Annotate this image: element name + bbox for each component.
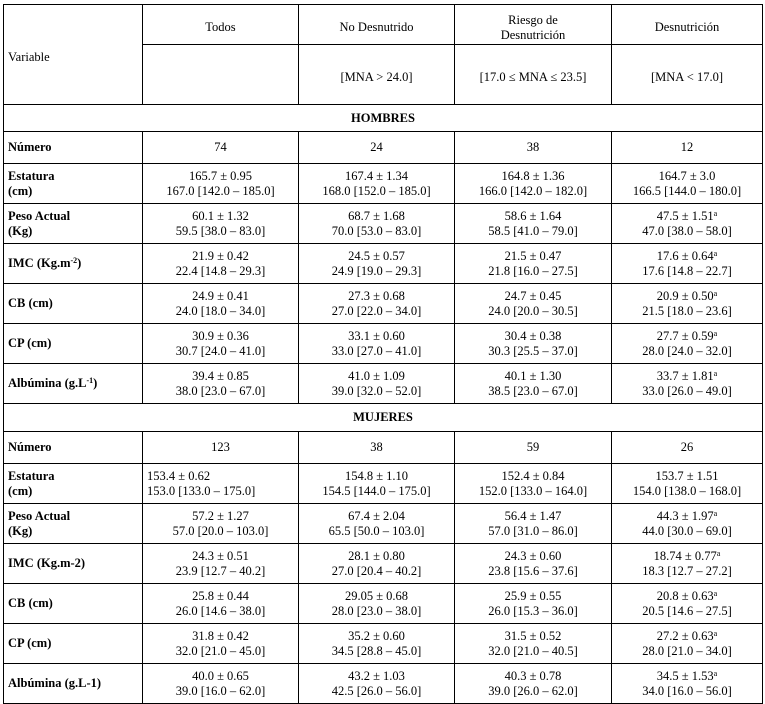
header-no-desnutrido: No Desnutrido [299,5,455,45]
cell-cp-cm-2: 31.5 ± 0.52 32.0 [21.0 – 40.5] [455,624,612,664]
row-label-peso-actual-kg: Peso Actual (Kg) [4,204,143,244]
cell-numero-0: 74 [143,132,299,164]
table-row [4,204,763,244]
cell-estatura-cm-0: 165.7 ± 0.95 167.0 [142.0 – 185.0] [143,164,299,204]
cell-cb-cm-0: 25.8 ± 0.44 26.0 [14.6 – 38.0] [143,584,299,624]
section-title-mujeres: MUJERES [4,404,763,432]
range-no-desnutrido: [MNA > 24.0] [299,45,455,105]
table-row [4,324,763,364]
cell-albumina-g-l-1-2: 40.3 ± 0.78 39.0 [26.0 – 62.0] [455,664,612,704]
cell-albumina-g-l-1-3: 34.5 ± 1.53$^a$ 34.0 [16.0 – 56.0] [612,664,763,704]
range-riesgo: [17.0 ≤ MNA ≤ 23.5] [455,45,612,105]
table-row [4,464,763,504]
table-row [4,132,763,164]
table-row [4,284,763,324]
cell-numero-0: 123 [143,432,299,464]
row-label-numero: Número [4,432,143,464]
cell-cp-cm-1: 35.2 ± 0.60 34.5 [28.8 – 45.0] [299,624,455,664]
cell-estatura-cm-3: 164.7 ± 3.0 166.5 [144.0 – 180.0] [612,164,763,204]
row-label-imc-kg-m-2: IMC (Kg.m-2) [4,544,143,584]
cell-cb-cm-0: 24.9 ± 0.41 24.0 [18.0 – 34.0] [143,284,299,324]
header-riesgo: Riesgo de Desnutrición [455,5,612,45]
cell-cb-cm-1: 27.3 ± 0.68 27.0 [22.0 – 34.0] [299,284,455,324]
row-label-cb-cm: CB (cm) [4,584,143,624]
cell-albumina-g-l-1-3: 33.7 ± 1.81$^a$ 33.0 [26.0 – 49.0] [612,364,763,404]
row-label-albumina-g-l-1: Albúmina (g.L-1) [4,664,143,704]
cell-peso-actual-kg-2: 58.6 ± 1.64 58.5 [41.0 – 79.0] [455,204,612,244]
cell-cb-cm-3: 20.8 ± 0.63$^a$ 20.5 [14.6 – 27.5] [612,584,763,624]
cell-cp-cm-0: 31.8 ± 0.42 32.0 [21.0 – 45.0] [143,624,299,664]
cell-numero-3: 12 [612,132,763,164]
cell-cp-cm-3: 27.2 ± 0.63$^a$ 28.0 [21.0 – 34.0] [612,624,763,664]
cell-peso-actual-kg-1: 67.4 ± 2.04 65.5 [50.0 – 103.0] [299,504,455,544]
cell-numero-2: 59 [455,432,612,464]
cell-cb-cm-3: 20.9 ± 0.50$^a$ 21.5 [18.0 – 23.6] [612,284,763,324]
nutrition-table [3,4,763,704]
cell-peso-actual-kg-3: 44.3 ± 1.97$^a$ 44.0 [30.0 – 69.0] [612,504,763,544]
cell-imc-kg-m-2-0: 24.3 ± 0.51 23.9 [12.7 – 40.2] [143,544,299,584]
cell-estatura-cm-2: 164.8 ± 1.36 166.0 [142.0 – 182.0] [455,164,612,204]
cell-imc-kg-m-2-2: 21.5 ± 0.47 21.8 [16.0 – 27.5] [455,244,612,284]
cell-albumina-g-l-1-2: 40.1 ± 1.30 38.5 [23.0 – 67.0] [455,364,612,404]
cell-estatura-cm-1: 167.4 ± 1.34 168.0 [152.0 – 185.0] [299,164,455,204]
header-desnutricion: Desnutrición [612,5,763,45]
row-label-albumina-g-l-1: Albúmina $(g.L^{-1})$ [4,364,143,404]
cell-cb-cm-2: 25.9 ± 0.55 26.0 [15.3 – 36.0] [455,584,612,624]
row-label-estatura-cm: Estatura (cm) [4,464,143,504]
cell-imc-kg-m-2-2: 24.3 ± 0.60 23.8 [15.6 – 37.6] [455,544,612,584]
cell-numero-1: 24 [299,132,455,164]
cell-peso-actual-kg-1: 68.7 ± 1.68 70.0 [53.0 – 83.0] [299,204,455,244]
cell-peso-actual-kg-0: 60.1 ± 1.32 59.5 [38.0 – 83.0] [143,204,299,244]
cell-cp-cm-2: 30.4 ± 0.38 30.3 [25.5 – 37.0] [455,324,612,364]
row-label-imc-kg-m-2: IMC $(Kg.m^{-2})$ [4,244,143,284]
cell-albumina-g-l-1-0: 39.4 ± 0.85 38.0 [23.0 – 67.0] [143,364,299,404]
cell-cp-cm-1: 33.1 ± 0.60 33.0 [27.0 – 41.0] [299,324,455,364]
table-row [4,664,763,704]
cell-estatura-cm-0: 153.4 ± 0.62 153.0 [133.0 – 175.0] [143,464,299,504]
table-row [4,544,763,584]
row-label-numero: Número [4,132,143,164]
cell-peso-actual-kg-3: 47.5 ± 1.51$^a$ 47.0 [38.0 – 58.0] [612,204,763,244]
cell-imc-kg-m-2-3: 17.6 ± 0.64$^a$ 17.6 [14.8 – 22.7] [612,244,763,284]
cell-cb-cm-2: 24.7 ± 0.45 24.0 [20.0 – 30.5] [455,284,612,324]
cell-imc-kg-m-2-3: 18.74 ± 0.77$^a$ 18.3 [12.7 – 27.2] [612,544,763,584]
table-row [4,584,763,624]
table-row [4,364,763,404]
range-todos [143,45,299,105]
cell-imc-kg-m-2-0: 21.9 ± 0.42 22.4 [14.8 – 29.3] [143,244,299,284]
cell-estatura-cm-2: 152.4 ± 0.84 152.0 [133.0 – 164.0] [455,464,612,504]
cell-cp-cm-0: 30.9 ± 0.36 30.7 [24.0 – 41.0] [143,324,299,364]
row-label-cp-cm: CP (cm) [4,624,143,664]
table-row [4,624,763,664]
table-row [4,244,763,284]
cell-cb-cm-1: 29.05 ± 0.68 28.0 [23.0 – 38.0] [299,584,455,624]
range-desnutricion: [MNA < 17.0] [612,45,763,105]
row-label-estatura-cm: Estatura (cm) [4,164,143,204]
row-label-cb-cm: CB (cm) [4,284,143,324]
cell-albumina-g-l-1-1: 41.0 ± 1.09 39.0 [32.0 – 52.0] [299,364,455,404]
table-row [4,504,763,544]
cell-numero-2: 38 [455,132,612,164]
cell-albumina-g-l-1-0: 40.0 ± 0.65 39.0 [16.0 – 62.0] [143,664,299,704]
cell-numero-3: 26 [612,432,763,464]
header-variable: Variable [4,5,143,105]
header-todos: Todos [143,5,299,45]
cell-imc-kg-m-2-1: 28.1 ± 0.80 27.0 [20.4 – 40.2] [299,544,455,584]
cell-estatura-cm-1: 154.8 ± 1.10 154.5 [144.0 – 175.0] [299,464,455,504]
cell-peso-actual-kg-0: 57.2 ± 1.27 57.0 [20.0 – 103.0] [143,504,299,544]
section-title-hombres: HOMBRES [4,105,763,132]
row-label-cp-cm: CP (cm) [4,324,143,364]
cell-imc-kg-m-2-1: 24.5 ± 0.57 24.9 [19.0 – 29.3] [299,244,455,284]
cell-cp-cm-3: 27.7 ± 0.59$^a$ 28.0 [24.0 – 32.0] [612,324,763,364]
row-label-peso-actual-kg: Peso Actual (Kg) [4,504,143,544]
cell-albumina-g-l-1-1: 43.2 ± 1.03 42.5 [26.0 – 56.0] [299,664,455,704]
table-row [4,432,763,464]
cell-estatura-cm-3: 153.7 ± 1.51 154.0 [138.0 – 168.0] [612,464,763,504]
table-row [4,164,763,204]
cell-numero-1: 38 [299,432,455,464]
cell-peso-actual-kg-2: 56.4 ± 1.47 57.0 [31.0 – 86.0] [455,504,612,544]
